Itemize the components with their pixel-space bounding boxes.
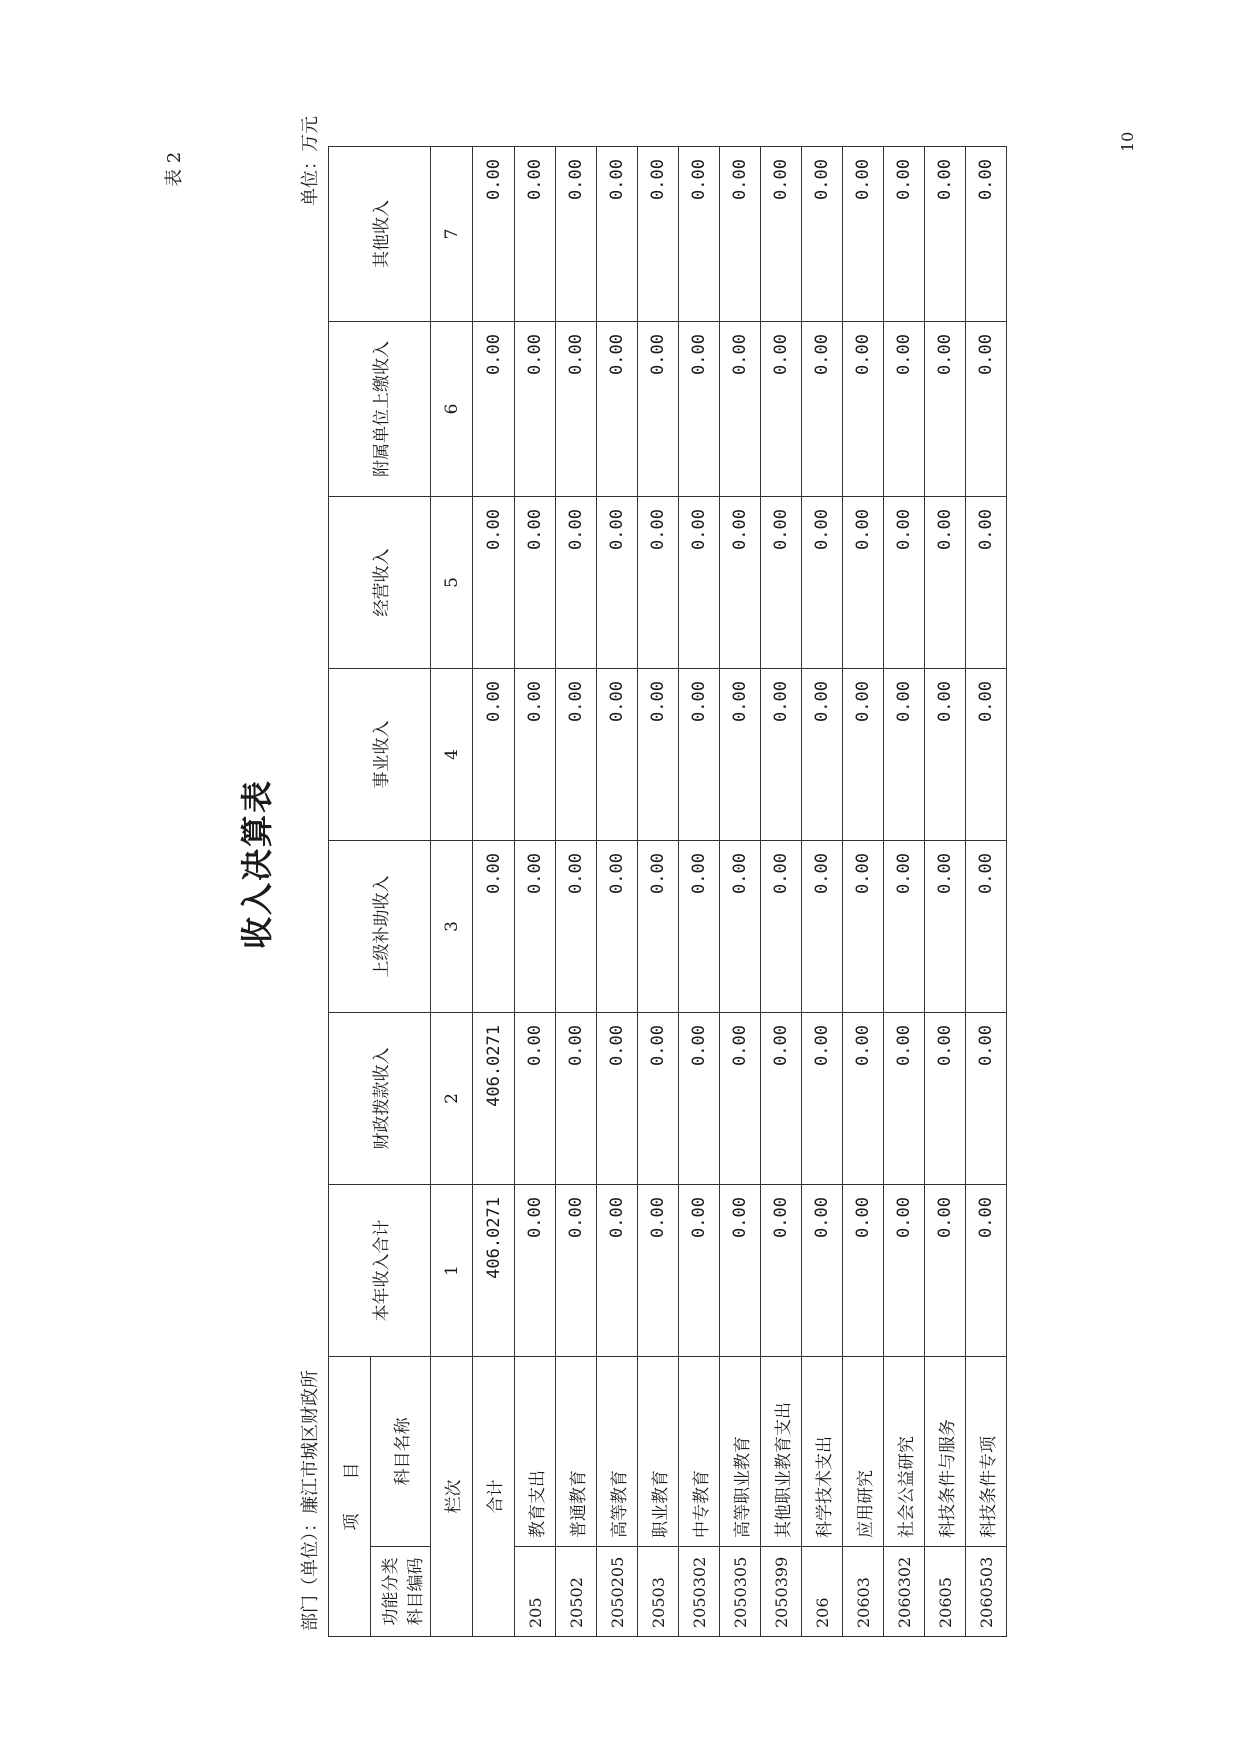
row-value: 0.00 [966, 1185, 1007, 1357]
row-value: 0.00 [966, 147, 1007, 322]
row-value: 0.00 [843, 841, 884, 1013]
row-name: 科技条件专项 [966, 1357, 1007, 1547]
row-value: 0.00 [925, 322, 966, 497]
col-number: 6 [431, 322, 473, 497]
row-value: 0.00 [884, 1185, 925, 1357]
total-value: 0.00 [473, 147, 515, 322]
row-name: 应用研究 [843, 1357, 884, 1547]
row-value: 0.00 [884, 322, 925, 497]
unit-label: 单位：万元 [300, 116, 321, 206]
income-table [328, 146, 1007, 1637]
row-value: 0.00 [556, 322, 597, 497]
col-number: 5 [431, 497, 473, 669]
col-header-6: 附属单位上缴收入 [329, 322, 431, 497]
row-value: 0.00 [679, 669, 720, 841]
row-value: 0.00 [597, 497, 638, 669]
total-label: 合计 [473, 1357, 515, 1637]
row-value: 0.00 [843, 1185, 884, 1357]
row-value: 0.00 [720, 1013, 761, 1185]
row-value: 0.00 [515, 147, 556, 322]
row-code: 2060503 [966, 1547, 1007, 1637]
row-value: 0.00 [761, 669, 802, 841]
row-value: 0.00 [720, 497, 761, 669]
table-row [925, 147, 966, 1637]
row-value: 0.00 [966, 497, 1007, 669]
row-value: 0.00 [843, 669, 884, 841]
col-number: 1 [431, 1185, 473, 1357]
row-value: 0.00 [638, 841, 679, 1013]
row-value: 0.00 [884, 1013, 925, 1185]
row-value: 0.00 [761, 1185, 802, 1357]
row-value: 0.00 [720, 841, 761, 1013]
row-value: 0.00 [679, 497, 720, 669]
row-code: 2060302 [884, 1547, 925, 1637]
row-value: 0.00 [720, 1185, 761, 1357]
row-value: 0.00 [843, 1013, 884, 1185]
row-value: 0.00 [515, 841, 556, 1013]
row-value: 0.00 [638, 1185, 679, 1357]
table-row [966, 147, 1007, 1637]
row-value: 0.00 [802, 1185, 843, 1357]
row-name: 职业教育 [638, 1357, 679, 1547]
row-value: 0.00 [884, 669, 925, 841]
row-code: 206 [802, 1547, 843, 1637]
row-value: 0.00 [515, 497, 556, 669]
page-number: 10 [1118, 131, 1137, 152]
row-value: 0.00 [925, 669, 966, 841]
row-value: 0.00 [515, 1185, 556, 1357]
row-value: 0.00 [761, 1013, 802, 1185]
row-value: 0.00 [761, 322, 802, 497]
table-body [473, 147, 1007, 1637]
row-value: 0.00 [638, 1013, 679, 1185]
total-row [473, 147, 515, 1637]
row-value: 0.00 [638, 147, 679, 322]
row-index-label: 栏次 [431, 1357, 473, 1637]
row-name: 其他职业教育支出 [761, 1357, 802, 1547]
table-row [679, 147, 720, 1637]
row-value: 0.00 [761, 147, 802, 322]
row-value: 0.00 [515, 1013, 556, 1185]
row-value: 0.00 [802, 322, 843, 497]
row-value: 0.00 [925, 1013, 966, 1185]
row-value: 0.00 [966, 841, 1007, 1013]
table-row [597, 147, 638, 1637]
total-value: 0.00 [473, 841, 515, 1013]
row-value: 0.00 [556, 147, 597, 322]
row-name: 中专教育 [679, 1357, 720, 1547]
row-value: 0.00 [556, 497, 597, 669]
table-row [515, 147, 556, 1637]
total-value: 406.0271 [473, 1013, 515, 1185]
row-value: 0.00 [966, 669, 1007, 841]
row-value: 0.00 [638, 322, 679, 497]
row-value: 0.00 [761, 497, 802, 669]
table-row [843, 147, 884, 1637]
col-number: 2 [431, 1013, 473, 1185]
table-row [884, 147, 925, 1637]
table-row [720, 147, 761, 1637]
row-code: 2050305 [720, 1547, 761, 1637]
col-header-4: 事业收入 [329, 669, 431, 841]
department-line [296, 1370, 322, 1631]
row-value: 0.00 [679, 147, 720, 322]
row-code: 20605 [925, 1547, 966, 1637]
row-value: 0.00 [925, 147, 966, 322]
row-value: 0.00 [638, 497, 679, 669]
row-value: 0.00 [556, 669, 597, 841]
table-row [638, 147, 679, 1637]
row-value: 0.00 [966, 1013, 1007, 1185]
row-value: 0.00 [843, 322, 884, 497]
department-name: 廉江市城区财政所 [300, 1370, 321, 1514]
row-code: 20603 [843, 1547, 884, 1637]
row-value: 0.00 [679, 1013, 720, 1185]
table-row [802, 147, 843, 1637]
name-header: 科目名称 [371, 1357, 431, 1547]
row-code: 20502 [556, 1547, 597, 1637]
total-value: 406.0271 [473, 1185, 515, 1357]
row-code: 2050205 [597, 1547, 638, 1637]
row-value: 0.00 [556, 1185, 597, 1357]
col-number: 7 [431, 147, 473, 322]
total-value: 0.00 [473, 322, 515, 497]
row-value: 0.00 [802, 1013, 843, 1185]
row-value: 0.00 [597, 1013, 638, 1185]
col-header-2: 财政拨款收入 [329, 1013, 431, 1185]
row-value: 0.00 [802, 497, 843, 669]
row-value: 0.00 [884, 497, 925, 669]
department-label: 部门（单位）： [300, 1514, 321, 1631]
row-value: 0.00 [720, 669, 761, 841]
row-name: 科学技术支出 [802, 1357, 843, 1547]
row-value: 0.00 [720, 147, 761, 322]
row-value: 0.00 [556, 841, 597, 1013]
page-title: 收入决算表 [238, 779, 276, 950]
row-name: 普通教育 [556, 1357, 597, 1547]
row-name: 社会公益研究 [884, 1357, 925, 1547]
row-value: 0.00 [884, 147, 925, 322]
row-code: 2050399 [761, 1547, 802, 1637]
table-row [761, 147, 802, 1637]
row-value: 0.00 [802, 841, 843, 1013]
row-value: 0.00 [597, 1185, 638, 1357]
row-value: 0.00 [720, 322, 761, 497]
row-name: 科技条件与服务 [925, 1357, 966, 1547]
row-value: 0.00 [597, 322, 638, 497]
row-value: 0.00 [638, 669, 679, 841]
row-value: 0.00 [966, 322, 1007, 497]
row-code: 2050302 [679, 1547, 720, 1637]
col-header-5: 经营收入 [329, 497, 431, 669]
row-value: 0.00 [925, 497, 966, 669]
index-row [431, 147, 473, 1637]
table-number: 表 2 [164, 151, 185, 187]
row-value: 0.00 [925, 841, 966, 1013]
row-value: 0.00 [679, 841, 720, 1013]
row-value: 0.00 [597, 669, 638, 841]
row-value: 0.00 [761, 841, 802, 1013]
total-value: 0.00 [473, 497, 515, 669]
code-header: 功能分类科目编码 [371, 1547, 431, 1637]
col-number: 4 [431, 669, 473, 841]
row-name: 教育支出 [515, 1357, 556, 1547]
row-name: 高等职业教育 [720, 1357, 761, 1547]
row-value: 0.00 [884, 841, 925, 1013]
row-value: 0.00 [925, 1185, 966, 1357]
row-value: 0.00 [679, 322, 720, 497]
table-row [556, 147, 597, 1637]
row-value: 0.00 [515, 322, 556, 497]
row-value: 0.00 [556, 1013, 597, 1185]
row-code: 205 [515, 1547, 556, 1637]
header-row-1 [329, 147, 371, 1637]
col-header-7: 其他收入 [329, 147, 431, 322]
row-value: 0.00 [679, 1185, 720, 1357]
row-value: 0.00 [802, 147, 843, 322]
row-code: 20503 [638, 1547, 679, 1637]
row-value: 0.00 [843, 147, 884, 322]
row-name: 高等教育 [597, 1357, 638, 1547]
col-header-3: 上级补助收入 [329, 841, 431, 1013]
total-value: 0.00 [473, 669, 515, 841]
col-number: 3 [431, 841, 473, 1013]
row-value: 0.00 [597, 147, 638, 322]
item-header: 项 目 [329, 1357, 371, 1637]
row-value: 0.00 [515, 669, 556, 841]
row-value: 0.00 [802, 669, 843, 841]
col-header-1: 本年收入合计 [329, 1185, 431, 1357]
row-value: 0.00 [597, 841, 638, 1013]
row-value: 0.00 [843, 497, 884, 669]
